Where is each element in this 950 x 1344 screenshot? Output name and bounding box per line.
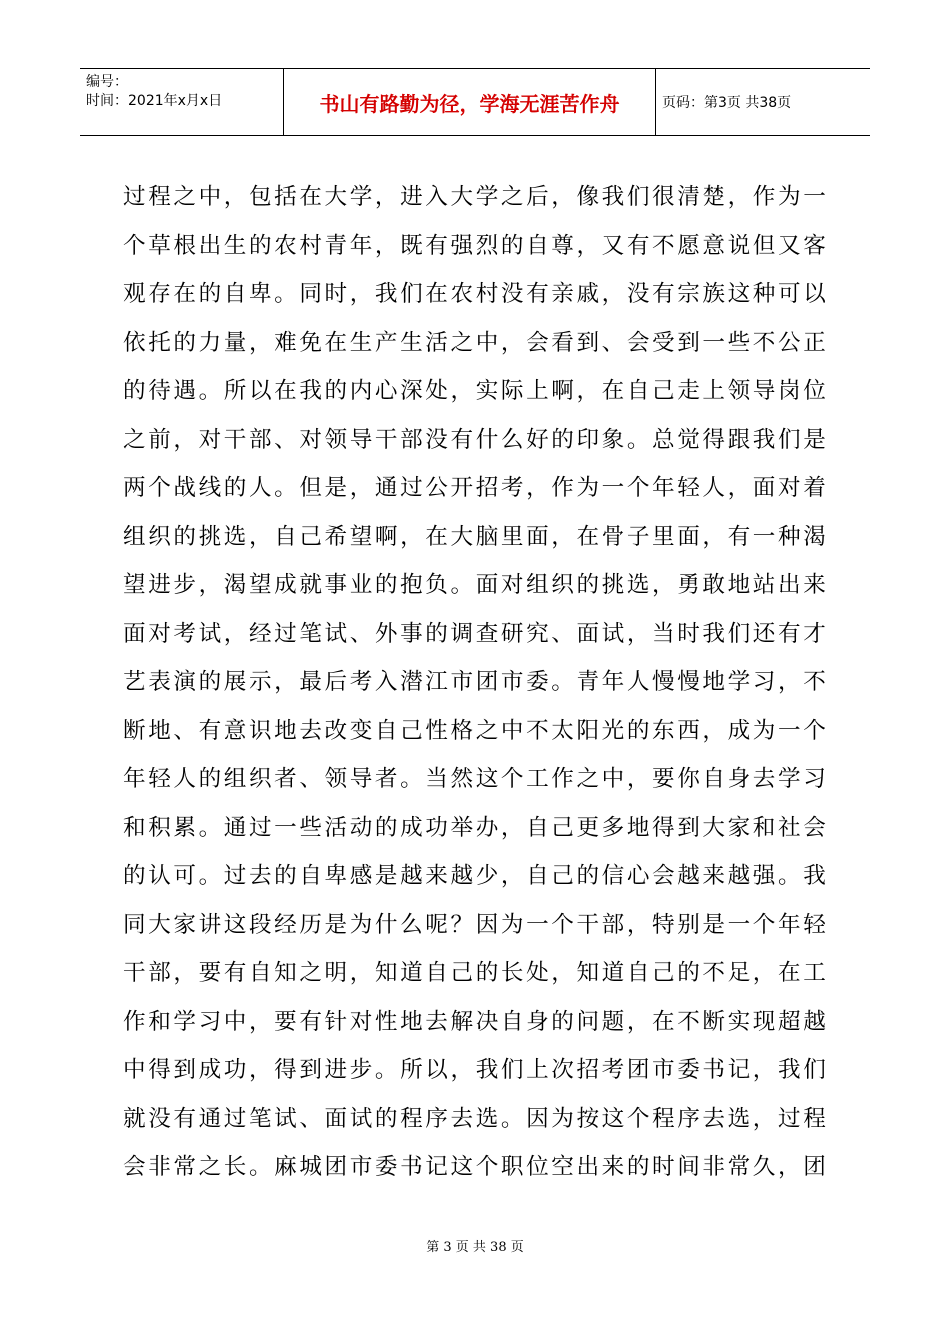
body-line: 望进步，渴望成就事业的抱负。面对组织的挑选，勇敢地站出来 xyxy=(123,572,827,598)
body-line: 干部，要有自知之明，知道自己的长处，知道自己的不足，在工 xyxy=(123,960,827,986)
header-table xyxy=(80,68,870,136)
number-label: 编号： xyxy=(86,74,128,90)
body-line: 中得到成功，得到进步。所以，我们上次招考团市委书记，我们 xyxy=(123,1057,827,1083)
body-line: 艺表演的展示，最后考入潜江市团市委。青年人慢慢地学习，不 xyxy=(123,669,827,695)
body-line: 之前，对干部、对领导干部没有什么好的印象。总觉得跟我们是 xyxy=(123,426,827,453)
body-line: 个草根出生的农村青年，既有强烈的自尊，又有不愿意说但又客 xyxy=(123,232,827,259)
time-label: 时间：2021年x月x日 xyxy=(86,93,223,109)
header-meta-cell xyxy=(80,69,284,135)
body-line: 观存在的自卑。同时，我们在农村没有亲戚，没有宗族这种可以 xyxy=(123,281,827,307)
page-footer: 第 3 页 共 38 页 xyxy=(426,1240,524,1255)
body-line: 断地、有意识地去改变自己性格之中不太阳光的东西，成为一个 xyxy=(123,717,827,744)
body-line: 同大家讲这段经历是为什么呢？因为一个干部，特别是一个年轻 xyxy=(123,911,827,938)
body-line: 两个战线的人。但是，通过公开招考，作为一个年轻人，面对着 xyxy=(123,475,827,501)
body-line: 过程之中，包括在大学，进入大学之后，像我们很清楚，作为一 xyxy=(123,184,827,210)
body-line: 就没有通过笔试、面试的程序去选。因为按这个程序去选，过程 xyxy=(123,1105,827,1132)
body-line: 年轻人的组织者、领导者。当然这个工作之中，要你自身去学习 xyxy=(123,766,827,792)
body-line: 作和学习中，要有针对性地去解决自身的问题，在不断实现超越 xyxy=(123,1008,827,1035)
body-line: 面对考试，经过笔试、外事的调查研究、面试，当时我们还有才 xyxy=(123,620,827,647)
body-line: 的待遇。所以在我的内心深处，实际上啊，在自己走上领导岗位 xyxy=(123,378,827,404)
body-line: 组织的挑选，自己希望啊，在大脑里面，在骨子里面，有一种渴 xyxy=(123,523,827,550)
body-line: 会非常之长。麻城团市委书记这个职位空出来的时间非常久，团 xyxy=(123,1154,827,1180)
header-motto: 书山有路勤为径，学海无涯苦作舟 xyxy=(284,69,656,135)
body-line: 依托的力量，难免在生产生活之中，会看到、会受到一些不公正 xyxy=(123,329,827,356)
body-line: 的认可。过去的自卑感是越来越少，自己的信心会越来越强。我 xyxy=(123,863,827,889)
header-page-info: 页码：第3页 共38页 xyxy=(662,95,792,111)
body-text xyxy=(123,173,827,1192)
body-line: 和积累。通过一些活动的成功举办，自己更多地得到大家和社会 xyxy=(123,814,827,841)
